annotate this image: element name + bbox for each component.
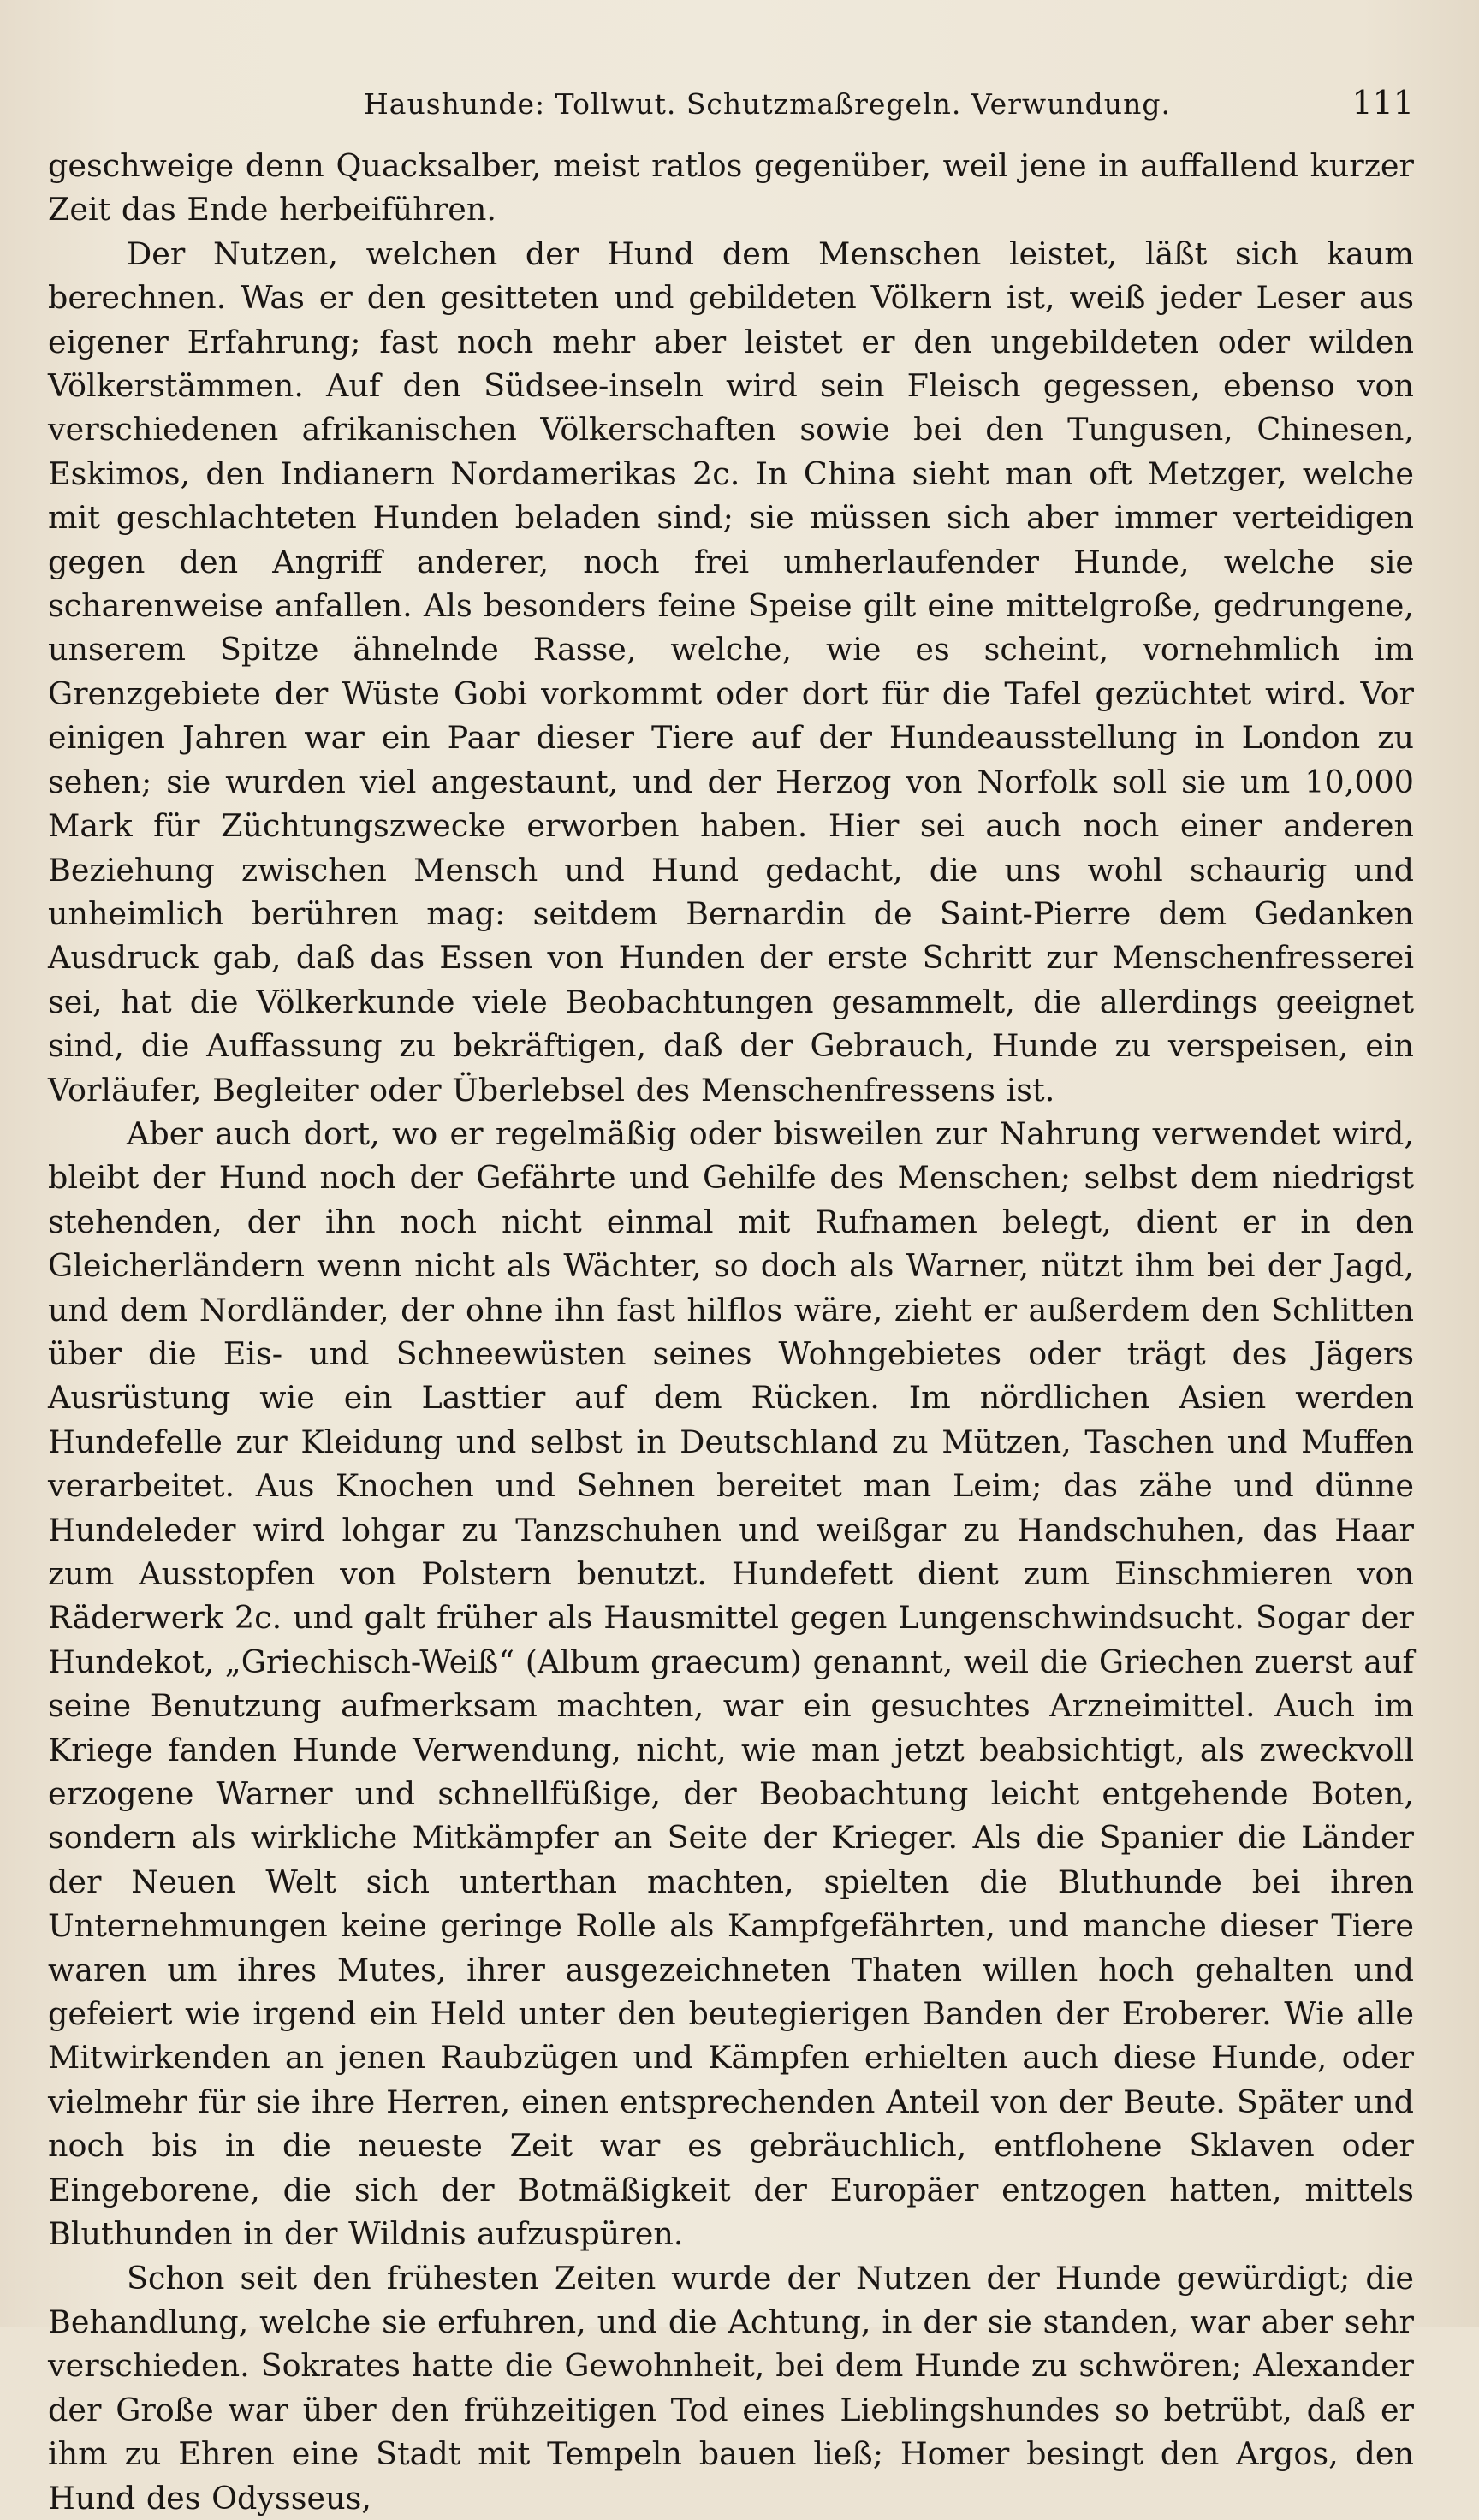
running-title: Haushunde: Tollwut. Schutzmaßregeln. Verwundung. xyxy=(364,87,1171,121)
paragraph: Der Nutzen, welchen der Hund dem Menschen leistet, läßt sich kaum berechnen. Was er den gesitteten und gebildeten Völkern ist, weiß jeder Leser aus eigener Erfahrung; fast noch mehr aber leistet er den ungebildeten oder wilden Völkerstämmen. Auf den Südsee-inseln wird sein Fleisch gegessen, ebenso von verschiedenen afrikanischen Völkerschaften sowie bei den Tungusen, Chinesen, Eskimos, den Indianern Nordamerikas 2c. In China sieht man oft Metzger, welche mit geschlachteten Hunden beladen sind; sie müssen sich aber immer verteidigen gegen den Angriff anderer, noch frei umherlaufender Hunde, welche sie scharenweise anfallen. Als besonders feine Speise gilt eine mittelgroße, gedrungene, unserem Spitze ähnelnde Rasse, welche, wie es scheint, vornehmlich im Grenzgebiete der Wüste Gobi vorkommt oder dort für die Tafel gezüchtet wird. Vor einigen Jahren war ein Paar dieser Tiere auf der Hundeausstellung in London zu sehen; sie wurden viel angestaunt, und der Herzog von Norfolk soll sie um 10,000 Mark für Züchtungszwecke erworben haben. Hier sei auch noch einer anderen Beziehung zwischen Mensch und Hund gedacht, die uns wohl schaurig und unheimlich berühren mag: seitdem Bernardin de Saint-Pierre dem Gedanken Ausdruck gab, daß das Essen von Hunden der erste Schritt zur Menschenfresserei sei, hat die Völkerkunde viele Beobachtungen gesammelt, die allerdings geeignet sind, die Auffassung zu bekräftigen, daß der Gebrauch, Hunde zu verspeisen, ein Vorläufer, Begleiter oder Überlebsel des Menschenfressens ist. xyxy=(48,235,1414,1108)
paragraph: Schon seit den frühesten Zeiten wurde der Nutzen der Hunde gewürdigt; die Behandlung, welche sie erfuhren, und die Achtung, in der sie standen, war aber sehr verschieden. Sokrates hatte die Gewohnheit, bei dem Hunde zu schwören; Alexander der Große war über den frühzeitigen Tod eines Lieblingshundes so betrübt, daß er ihm zu Ehren eine Stadt mit Tempeln bauen ließ; Homer besingt den Argos, den Hund des Odysseus, xyxy=(48,2259,1414,2517)
body-text xyxy=(48,144,1414,2520)
paragraph: Aber auch dort, wo er regelmäßig oder bisweilen zur Nahrung verwendet wird, bleibt der Hund noch der Gefährte und Gehilfe des Menschen; selbst dem niedrigst stehenden, der ihn noch nicht einmal mit Rufnamen belegt, dient er in den Gleicherländern wenn nicht als Wächter, so doch als Warner, nützt ihm bei der Jagd, und dem Nordländer, der ohne ihn fast hilflos wäre, zieht er außerdem den Schlitten über die Eis- und Schneewüsten seines Wohngebietes oder trägt des Jägers Ausrüstung wie ein Lasttier auf dem Rücken. Im nördlichen Asien werden Hundefelle zur Kleidung und selbst in Deutschland zu Mützen, Taschen und Muffen verarbeitet. Aus Knochen und Sehnen bereitet man Leim; das zähe und dünne Hundeleder wird lohgar zu Tanzschuhen und weißgar zu Handschuhen, das Haar zum Ausstopfen von Polstern benutzt. Hundefett dient zum Einschmieren von Räderwerk 2c. und galt früher als Hausmittel gegen Lungenschwindsucht. Sogar der Hundekot, „Griechisch-Weiß“ (Album graecum) genannt, weil die Griechen zuerst auf seine Benutzung aufmerksam machten, war ein gesuchtes Arzneimittel. Auch im Kriege fanden Hunde Verwendung, nicht, wie man jetzt beabsichtigt, als zweckvoll erzogene Warner und schnellfüßige, der Beobachtung leicht entgehende Boten, sondern als wirkliche Mitkämpfer an Seite der Krieger. Als die Spanier die Länder der Neuen Welt sich unterthan machten, spielten die Bluthunde bei ihren Unternehmungen keine geringe Rolle als Kampfgefährten, und manche dieser Tiere waren um ihres Mutes, ihrer ausgezeichneten Thaten willen hoch gehalten und gefeiert wie irgend ein Held unter den beutegierigen Banden der Eroberer. Wie alle Mitwirkenden an jenen Raubzügen und Kämpfen erhielten auch diese Hunde, oder vielmehr für sie ihre Herren, einen entsprechenden Anteil von der Beute. Später und noch bis in die neueste Zeit war es gebräuchlich, entflohene Sklaven oder Eingeborene, die sich der Botmäßigkeit der Europäer entzogen hatten, mittels Bluthunden in der Wildnis aufzuspüren. xyxy=(48,1114,1414,2253)
running-head xyxy=(34,79,1414,130)
page-number: 111 xyxy=(1351,84,1414,122)
paragraph: geschweige denn Quacksalber, meist ratlos gegenüber, weil jene in auffallend kurzer Zeit das Ende herbeiführen. xyxy=(48,147,1414,229)
